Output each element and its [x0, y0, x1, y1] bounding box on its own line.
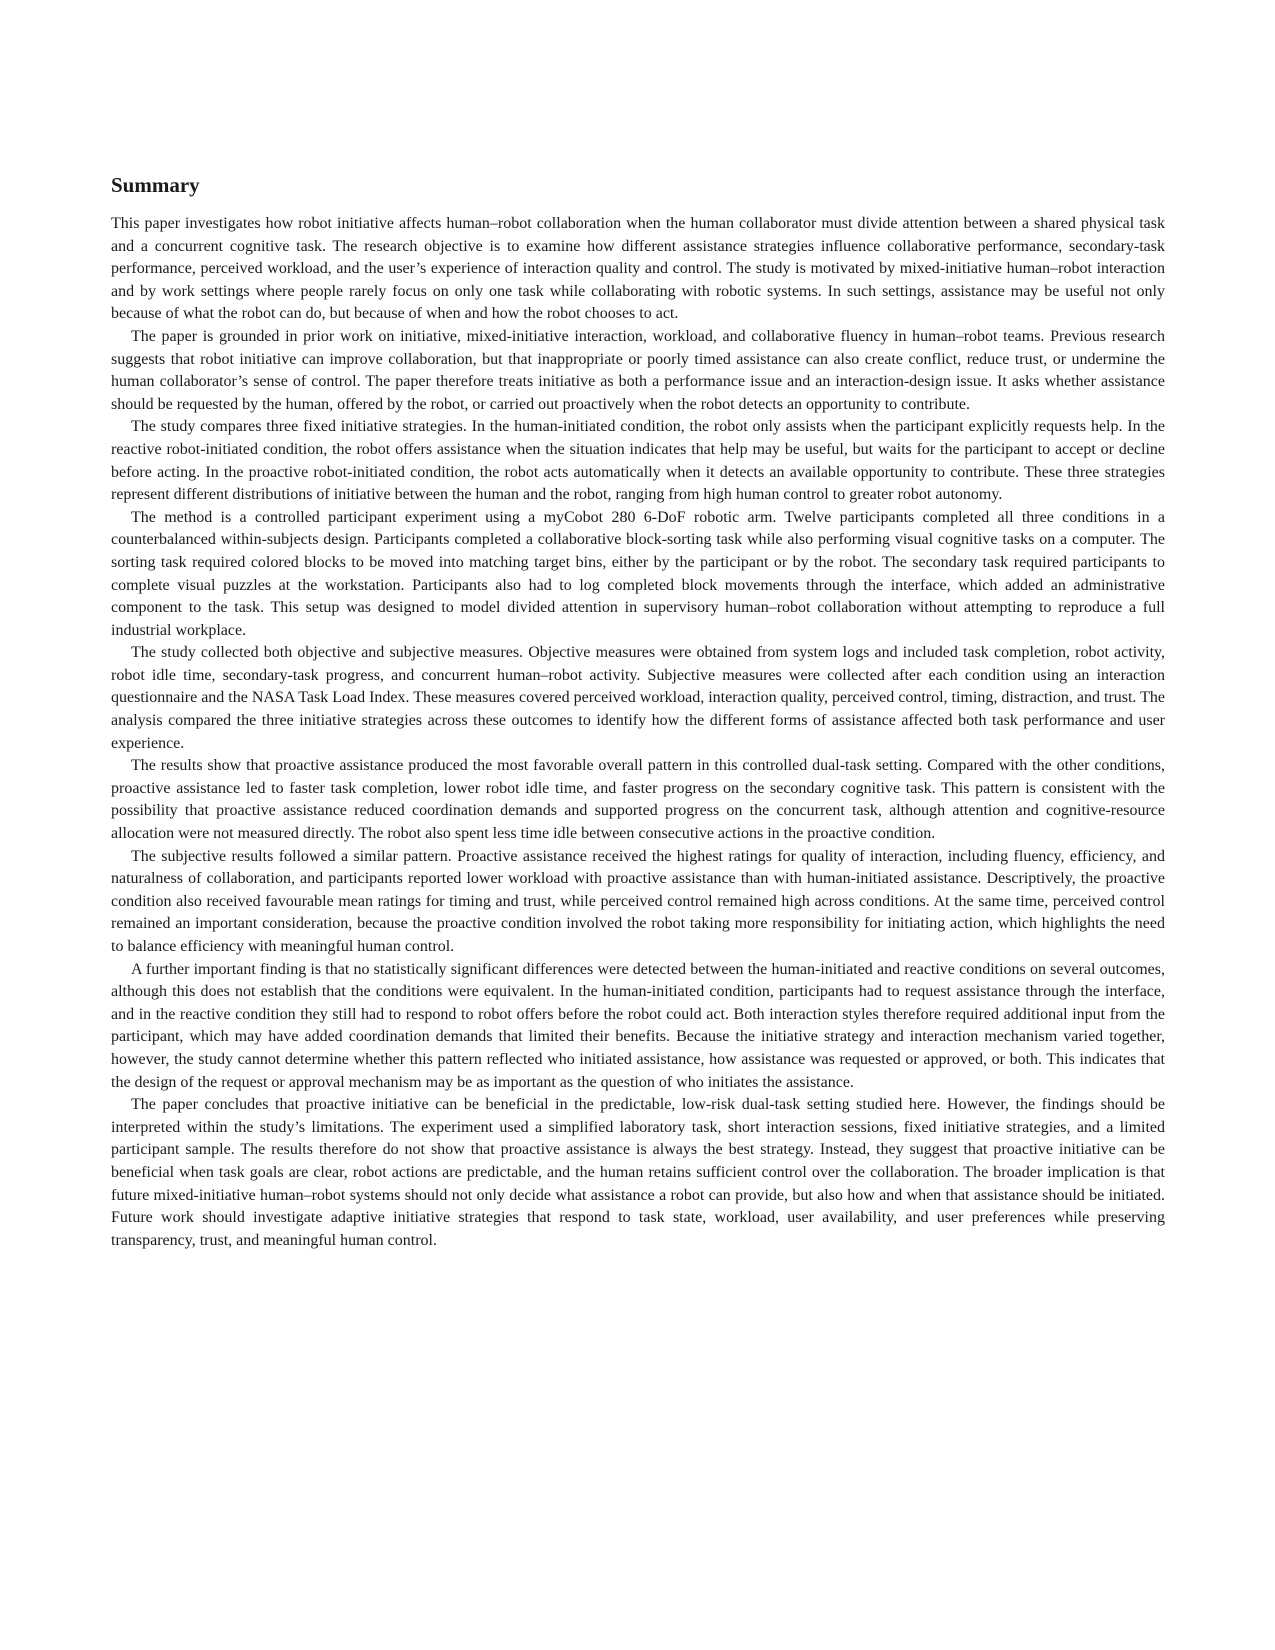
paper-page — [111, 172, 1165, 1252]
paragraph-7: The subjective results followed a similar pattern. Proactive assistance received the highest ratings for quality of interaction, including fluency, efficiency, and naturalness of collaboration, and participants reported lower workload with proactive assistance than with human-initiated assistance. Descriptively, the proactive condition also received favourable mean ratings for timing and trust, while perceived control remained high across conditions. At the same time, perceived control remained an important consideration, because the proactive condition involved the robot taking more responsibility for initiating action, which highlights the need to balance efficiency with meaningful human control. — [111, 847, 1165, 955]
summary-body — [111, 213, 1165, 1252]
section-heading: Summary — [111, 173, 200, 197]
paragraph-6: The results show that proactive assistance produced the most favorable overall pattern in this controlled dual-task setting. Compared with the other conditions, proactive assistance led to faster task completion, lower robot idle time, and faster progress on the secondary cognitive task. This pattern is consistent with the possibility that proactive assistance reduced coordination demands and supported progress on the concurrent task, although attention and cognitive-resource allocation were not measured directly. The robot also spent less time idle between consecutive actions in the proactive condition. — [111, 757, 1165, 843]
paragraph-1: This paper investigates how robot initiative affects human–robot collaboration when the human collaborator must divide attention between a shared physical task and a concurrent cognitive task. The research objective is to examine how different assistance strategies influence collaborative performance, secondary-task performance, perceived workload, and the user’s experience of interaction quality and control. The study is motivated by mixed-initiative human–robot interaction and by work settings where people rarely focus on only one task while collaborating with robotic systems. In such settings, assistance may be useful not only because of what the robot can do, but because of when and how the robot chooses to act. — [111, 215, 1165, 323]
paragraph-3: The study compares three fixed initiative strategies. In the human-initiated condition, the robot only assists when the participant explicitly requests help. In the reactive robot-initiated condition, the robot offers assistance when the situation indicates that help may be useful, but waits for the participant to accept or decline before acting. In the proactive robot-initiated condition, the robot acts automatically when it detects an available opportunity to contribute. These three strategies represent different distributions of initiative between the human and the robot, ranging from high human control to greater robot autonomy. — [111, 418, 1165, 504]
paragraph-8: A further important finding is that no statistically significant differences were detected between the human-initiated and reactive conditions on several outcomes, although this does not establish that the conditions were equivalent. In the human-initiated condition, participants had to request assistance through the interface, and in the reactive condition they still had to respond to robot offers before the robot could act. Both interaction styles therefore required additional input from the participant, which may have added coordination demands that limited their benefits. Because the initiative strategy and interaction mechanism varied together, however, the study cannot determine whether this pattern reflected who initiated assistance, how assistance was requested or approved, or both. This indicates that the design of the request or approval mechanism may be as important as the question of who initiates the assistance. — [111, 960, 1165, 1091]
paragraph-9: The paper concludes that proactive initiative can be beneficial in the predictable, low-risk dual-task setting studied here. However, the findings should be interpreted within the study’s limitations. The experiment used a simplified laboratory task, short interaction sessions, fixed initiative strategies, and a limited participant sample. The results therefore do not show that proactive assistance is always the best strategy. Instead, they suggest that proactive initiative can be beneficial when task goals are clear, robot actions are predictable, and the human retains sufficient control over the collaboration. The broader implication is that future mixed-initiative human–robot systems should not only decide what assistance a robot can provide, but also how and when that assistance should be initiated. Future work should investigate adaptive initiative strategies that respond to task state, workload, user availability, and user preferences while preserving transparency, trust, and meaningful human control. — [111, 1096, 1165, 1249]
paragraph-4: The method is a controlled participant experiment using a myCobot 280 6-DoF robotic arm. Twelve participants completed all three conditions in a counterbalanced within-subjects design. Participants completed a collaborative block-sorting task while also performing visual cognitive tasks on a computer. The sorting task required colored blocks to be moved into matching target bins, either by the participant or by the robot. The secondary task required participants to complete visual puzzles at the workstation. Participants also had to log completed block movements through the interface, which added an administrative component to the task. This setup was designed to model divided attention in supervisory human–robot collaboration without attempting to reproduce a full industrial workplace. — [111, 508, 1165, 639]
paragraph-5: The study collected both objective and subjective measures. Objective measures were obtained from system logs and included task completion, robot activity, robot idle time, secondary-task progress, and concurrent human–robot activity. Subjective measures were collected after each condition using an interaction questionnaire and the NASA Task Load Index. These measures covered perceived workload, interaction quality, perceived control, timing, distraction, and trust. The analysis compared the three initiative strategies across these outcomes to identify how the different forms of assistance affected both task performance and user experience. — [111, 644, 1165, 752]
paragraph-2: The paper is grounded in prior work on initiative, mixed-initiative interaction, workload, and collaborative fluency in human–robot teams. Previous research suggests that robot initiative can improve collaboration, but that inappropriate or poorly timed assistance can also create conflict, reduce trust, or undermine the human collaborator’s sense of control. The paper therefore treats initiative as both a performance issue and an interaction-design issue. It asks whether assistance should be requested by the human, offered by the robot, or carried out proactively when the robot detects an opportunity to contribute. — [111, 327, 1165, 413]
